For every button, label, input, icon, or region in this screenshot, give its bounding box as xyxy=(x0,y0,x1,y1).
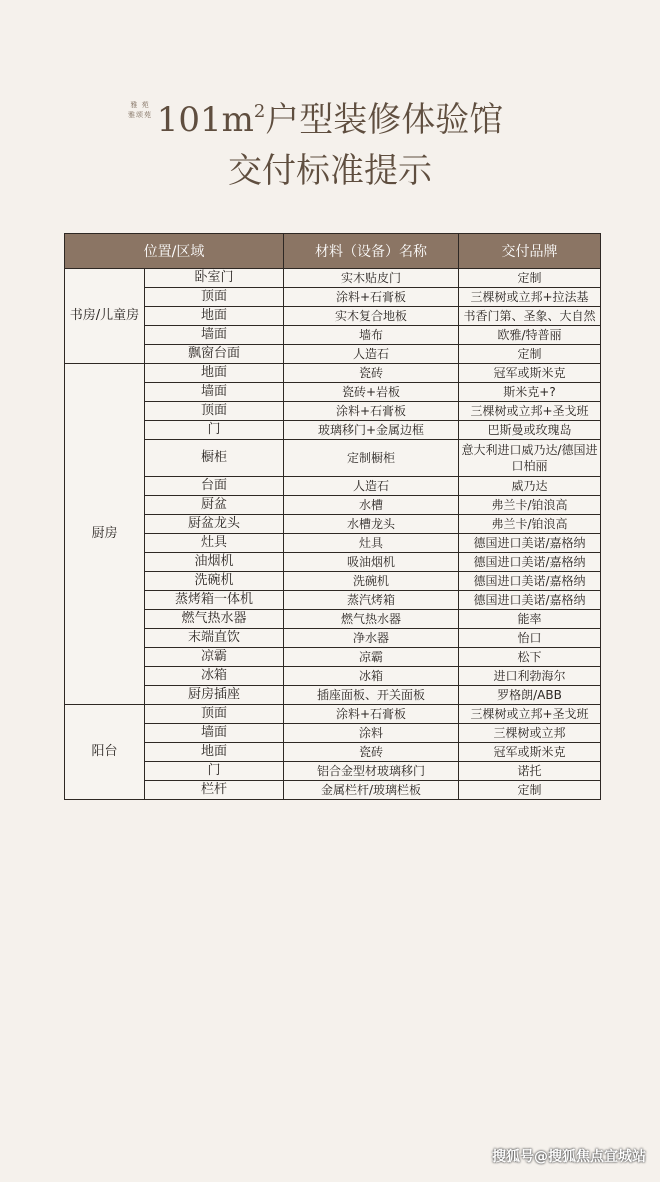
location-cell: 洗碗机 xyxy=(145,572,284,591)
brand-cell: 斯米克+? xyxy=(459,383,601,402)
title-superscript: 2 xyxy=(253,101,266,122)
area-group-cell: 书房/儿童房 xyxy=(65,269,145,364)
brand-cell: 定制 xyxy=(459,781,601,800)
brand-cell: 三棵树或立邦 xyxy=(459,724,601,743)
material-cell: 人造石 xyxy=(284,345,459,364)
brand-cell: 定制 xyxy=(459,269,601,288)
title-suffix: 户型装修体验馆 xyxy=(265,100,504,140)
location-cell: 栏杆 xyxy=(145,781,284,800)
table-row xyxy=(65,383,601,402)
table-row xyxy=(65,496,601,515)
brand-cell: 巴斯曼或玫瑰岛 xyxy=(459,421,601,440)
material-cell: 玻璃移门+金属边框 xyxy=(284,421,459,440)
material-cell: 实木复合地板 xyxy=(284,307,459,326)
table-row xyxy=(65,364,601,383)
brand-cell: 冠军或斯米克 xyxy=(459,743,601,762)
location-cell: 厨盆龙头 xyxy=(145,515,284,534)
material-cell: 实木贴皮门 xyxy=(284,269,459,288)
brand-cell: 三棵树或立邦+圣戈班 xyxy=(459,705,601,724)
table-row xyxy=(65,629,601,648)
table-row xyxy=(65,345,601,364)
brand-cell: 进口利勃海尔 xyxy=(459,667,601,686)
location-cell: 橱柜 xyxy=(145,440,284,477)
logo-line-1: 雅 苑 xyxy=(130,101,150,109)
material-cell: 燃气热水器 xyxy=(284,610,459,629)
material-cell: 水槽 xyxy=(284,496,459,515)
table-row xyxy=(65,421,601,440)
table-row xyxy=(65,307,601,326)
material-cell: 灶具 xyxy=(284,534,459,553)
brand-cell: 松下 xyxy=(459,648,601,667)
location-cell: 顶面 xyxy=(145,288,284,307)
location-cell: 墙面 xyxy=(145,383,284,402)
material-cell: 墙布 xyxy=(284,326,459,345)
brand-cell: 三棵树或立邦+圣戈班 xyxy=(459,402,601,421)
table-row xyxy=(65,781,601,800)
location-cell: 冰箱 xyxy=(145,667,284,686)
brand-cell: 弗兰卡/铂浪高 xyxy=(459,496,601,515)
brand-cell: 三棵树或立邦+拉法基 xyxy=(459,288,601,307)
location-cell: 地面 xyxy=(145,307,284,326)
location-cell: 飘窗台面 xyxy=(145,345,284,364)
location-cell: 门 xyxy=(145,421,284,440)
location-cell: 油烟机 xyxy=(145,553,284,572)
table-header-row xyxy=(65,234,601,269)
logo-line-2: 雅颂苑 xyxy=(128,111,152,119)
location-cell: 燃气热水器 xyxy=(145,610,284,629)
location-cell: 厨盆 xyxy=(145,496,284,515)
material-cell: 净水器 xyxy=(284,629,459,648)
header-material: 材料（设备）名称 xyxy=(284,234,459,269)
location-cell: 墙面 xyxy=(145,326,284,345)
material-cell: 凉霸 xyxy=(284,648,459,667)
table-row xyxy=(65,572,601,591)
material-cell: 瓷砖 xyxy=(284,364,459,383)
material-cell: 涂料 xyxy=(284,724,459,743)
header-brand: 交付品牌 xyxy=(459,234,601,269)
material-cell: 水槽龙头 xyxy=(284,515,459,534)
brand-cell: 怡口 xyxy=(459,629,601,648)
brand-cell: 弗兰卡/铂浪高 xyxy=(459,515,601,534)
delivery-standard-table xyxy=(64,233,601,800)
material-cell: 金属栏杆/玻璃栏板 xyxy=(284,781,459,800)
location-cell: 顶面 xyxy=(145,705,284,724)
watermark: 搜狐号@搜狐焦点宜城站 xyxy=(492,1149,646,1165)
table-row xyxy=(65,440,601,477)
material-cell: 涂料+石膏板 xyxy=(284,288,459,307)
table-row xyxy=(65,724,601,743)
brand-cell: 德国进口美诺/嘉格纳 xyxy=(459,572,601,591)
material-cell: 洗碗机 xyxy=(284,572,459,591)
location-cell: 地面 xyxy=(145,364,284,383)
table-row xyxy=(65,648,601,667)
table-row xyxy=(65,477,601,496)
page-subtitle: 交付标准提示 xyxy=(228,151,432,191)
material-cell: 人造石 xyxy=(284,477,459,496)
table-row xyxy=(65,553,601,572)
location-cell: 门 xyxy=(145,762,284,781)
brand-cell: 冠军或斯米克 xyxy=(459,364,601,383)
table-body xyxy=(65,269,601,800)
location-cell: 地面 xyxy=(145,743,284,762)
brand-cell: 定制 xyxy=(459,345,601,364)
brand-cell: 诺托 xyxy=(459,762,601,781)
material-cell: 涂料+石膏板 xyxy=(284,705,459,724)
table-row xyxy=(65,667,601,686)
header-location: 位置/区域 xyxy=(65,234,284,269)
material-cell: 瓷砖+岩板 xyxy=(284,383,459,402)
material-cell: 铝合金型材玻璃移门 xyxy=(284,762,459,781)
table-row xyxy=(65,402,601,421)
material-cell: 蒸汽烤箱 xyxy=(284,591,459,610)
area-group-cell: 厨房 xyxy=(65,364,145,705)
table-row xyxy=(65,743,601,762)
table-row xyxy=(65,610,601,629)
brand-cell: 德国进口美诺/嘉格纳 xyxy=(459,553,601,572)
area-group-cell: 阳台 xyxy=(65,705,145,800)
table-row xyxy=(65,762,601,781)
material-cell: 定制橱柜 xyxy=(284,440,459,477)
location-cell: 蒸烤箱一体机 xyxy=(145,591,284,610)
location-cell: 台面 xyxy=(145,477,284,496)
material-cell: 冰箱 xyxy=(284,667,459,686)
table-row xyxy=(65,534,601,553)
brand-cell: 书香门第、圣象、大自然 xyxy=(459,307,601,326)
brand-cell: 罗格朗/ABB xyxy=(459,686,601,705)
page-title xyxy=(0,92,660,141)
brand-cell: 德国进口美诺/嘉格纳 xyxy=(459,591,601,610)
material-cell: 吸油烟机 xyxy=(284,553,459,572)
location-cell: 灶具 xyxy=(145,534,284,553)
location-cell: 末端直饮 xyxy=(145,629,284,648)
table-row xyxy=(65,705,601,724)
brand-cell: 意大利进口威乃达/德国进口柏丽 xyxy=(459,440,601,477)
table-row xyxy=(65,326,601,345)
brand-cell: 德国进口美诺/嘉格纳 xyxy=(459,534,601,553)
brand-cell: 威乃达 xyxy=(459,477,601,496)
location-cell: 卧室门 xyxy=(145,269,284,288)
location-cell: 厨房插座 xyxy=(145,686,284,705)
table-row xyxy=(65,515,601,534)
location-cell: 顶面 xyxy=(145,402,284,421)
table-row xyxy=(65,686,601,705)
brand-cell: 能率 xyxy=(459,610,601,629)
brand-cell: 欧雅/特普丽 xyxy=(459,326,601,345)
table-row xyxy=(65,591,601,610)
location-cell: 墙面 xyxy=(145,724,284,743)
material-cell: 瓷砖 xyxy=(284,743,459,762)
table-row xyxy=(65,269,601,288)
title-main: 101m xyxy=(156,100,254,140)
location-cell: 凉霸 xyxy=(145,648,284,667)
material-cell: 涂料+石膏板 xyxy=(284,402,459,421)
table-row xyxy=(65,288,601,307)
material-cell: 插座面板、开关面板 xyxy=(284,686,459,705)
